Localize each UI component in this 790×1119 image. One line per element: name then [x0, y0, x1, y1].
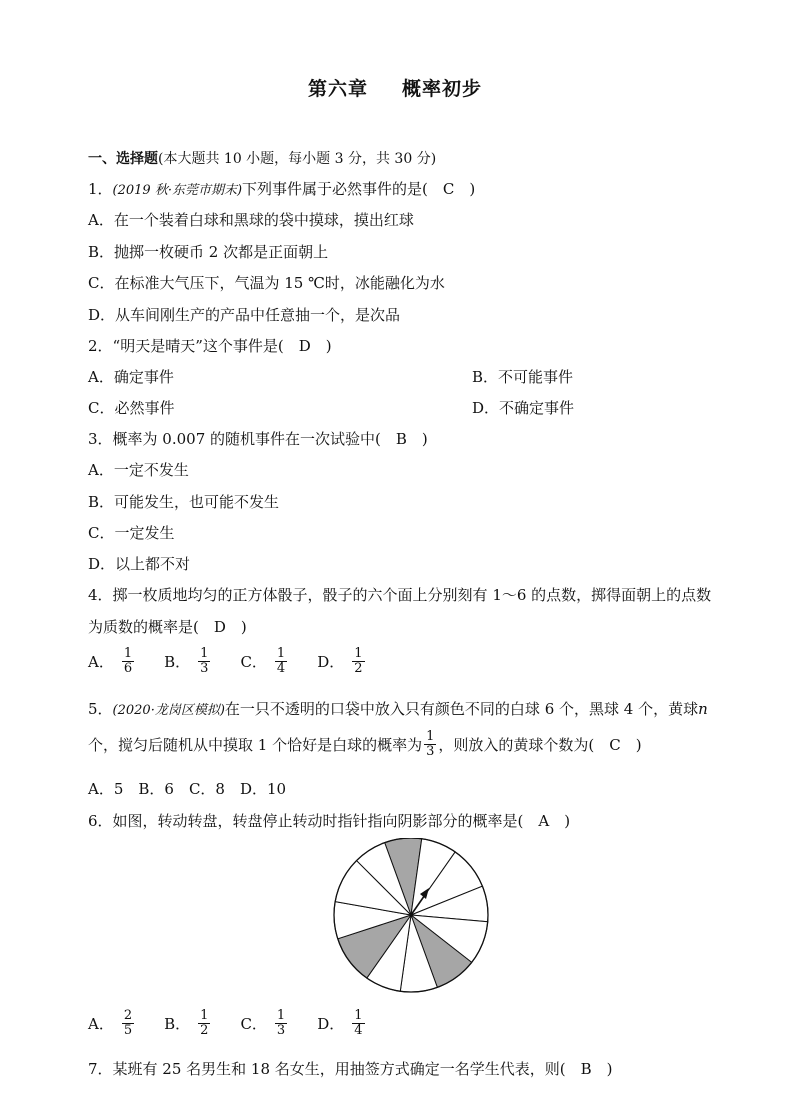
q1-stem: 1．(2019 秋·东莞市期末)下列事件属于必然事件的是( C ) — [88, 180, 476, 198]
spinner-wheel — [330, 838, 492, 1000]
q5-options: A．5 B．6 C．8 D．10 — [88, 780, 287, 798]
q3-stem: 3．概率为 0.007 的随机事件在一次试验中( B ) — [88, 430, 428, 448]
q2-option-b: B．不可能事件 — [472, 368, 574, 386]
q3-option-a: A．一定不发生 — [88, 461, 189, 479]
chapter-number: 第六章 — [307, 78, 368, 100]
section-heading — [88, 148, 436, 168]
q1-option-a: A．在一个装着白球和黑球的袋中摸球，摸出红球 — [88, 211, 414, 229]
q2-option-c: C．必然事件 — [88, 399, 175, 417]
q4-option-d: D． $\frac{1}{2}$ — [317, 646, 363, 676]
chapter-name: 概率初步 — [402, 78, 483, 100]
q5-source: (2020·龙岗区模拟) — [112, 703, 225, 718]
q5-stem-line2: 个，搅匀后随机从中摸取 1 个恰好是白球的概率为 $\frac{1}{3}$ ，则放入的黄球个数为( C ) — [88, 729, 642, 759]
q5-fraction: $\frac{1}{3}$ — [426, 729, 435, 759]
q6-options — [88, 1009, 395, 1038]
q6-option-a: A． $\frac{2}{5}$ — [88, 1008, 133, 1038]
q1-source: (2019 秋·东莞市期末) — [112, 183, 243, 198]
q2-stem: 2．“明天是晴天”这个事件是( D ) — [88, 337, 332, 355]
q4-option-c: C． $\frac{1}{4}$ — [240, 646, 286, 676]
q6-stem: 6．如图，转动转盘，转盘停止转动时指针指向阴影部分的概率是( A ) — [88, 812, 571, 830]
page-title — [0, 74, 790, 101]
q4-stem-line2: 为质数的概率是( D ) — [88, 618, 247, 636]
q7-stem: 7．某班有 25 名男生和 18 名女生，用抽签方式确定一名学生代表，则( B ) — [88, 1060, 613, 1078]
q1-option-b: B．抛掷一枚硬币 2 次都是正面朝上 — [88, 243, 329, 261]
q4-options — [88, 647, 395, 676]
q6-option-b: B． $\frac{1}{2}$ — [164, 1008, 209, 1038]
q6-option-d: D． $\frac{1}{4}$ — [317, 1008, 363, 1038]
q1-option-c: C．在标准大气压下，气温为 15 ℃时，冰能融化为水 — [88, 274, 445, 292]
q3-option-d: D．以上都不对 — [88, 555, 191, 573]
q3-option-c: C．一定发生 — [88, 524, 175, 542]
q6-option-c: C． $\frac{1}{3}$ — [240, 1008, 286, 1038]
q1-option-d: D．从车间刚生产的产品中任意抽一个，是次品 — [88, 306, 401, 324]
q4-option-b: B． $\frac{1}{3}$ — [164, 646, 209, 676]
q5-variable: n — [698, 700, 708, 718]
q3-option-b: B．可能发生，也可能不发生 — [88, 493, 280, 511]
q4-option-a: A． $\frac{1}{6}$ — [88, 646, 133, 676]
q2-option-d: D．不确定事件 — [472, 399, 575, 417]
q4-stem-line1: 4．掷一枚质地均匀的正方体骰子，骰子的六个面上分别刻有 1～6 的点数，掷得面朝上的点数 — [88, 586, 712, 604]
section-note: (本大题共 10 小题，每小题 3 分，共 30 分) — [158, 151, 437, 167]
section-label: 一、选择题 — [88, 151, 158, 167]
q2-option-a: A．确定事件 — [88, 368, 174, 386]
q5-stem-line1: 5．(2020·龙岗区模拟)在一只不透明的口袋中放入只有颜色不同的白球 6 个，黑球 4 个，黄球n — [88, 700, 708, 718]
